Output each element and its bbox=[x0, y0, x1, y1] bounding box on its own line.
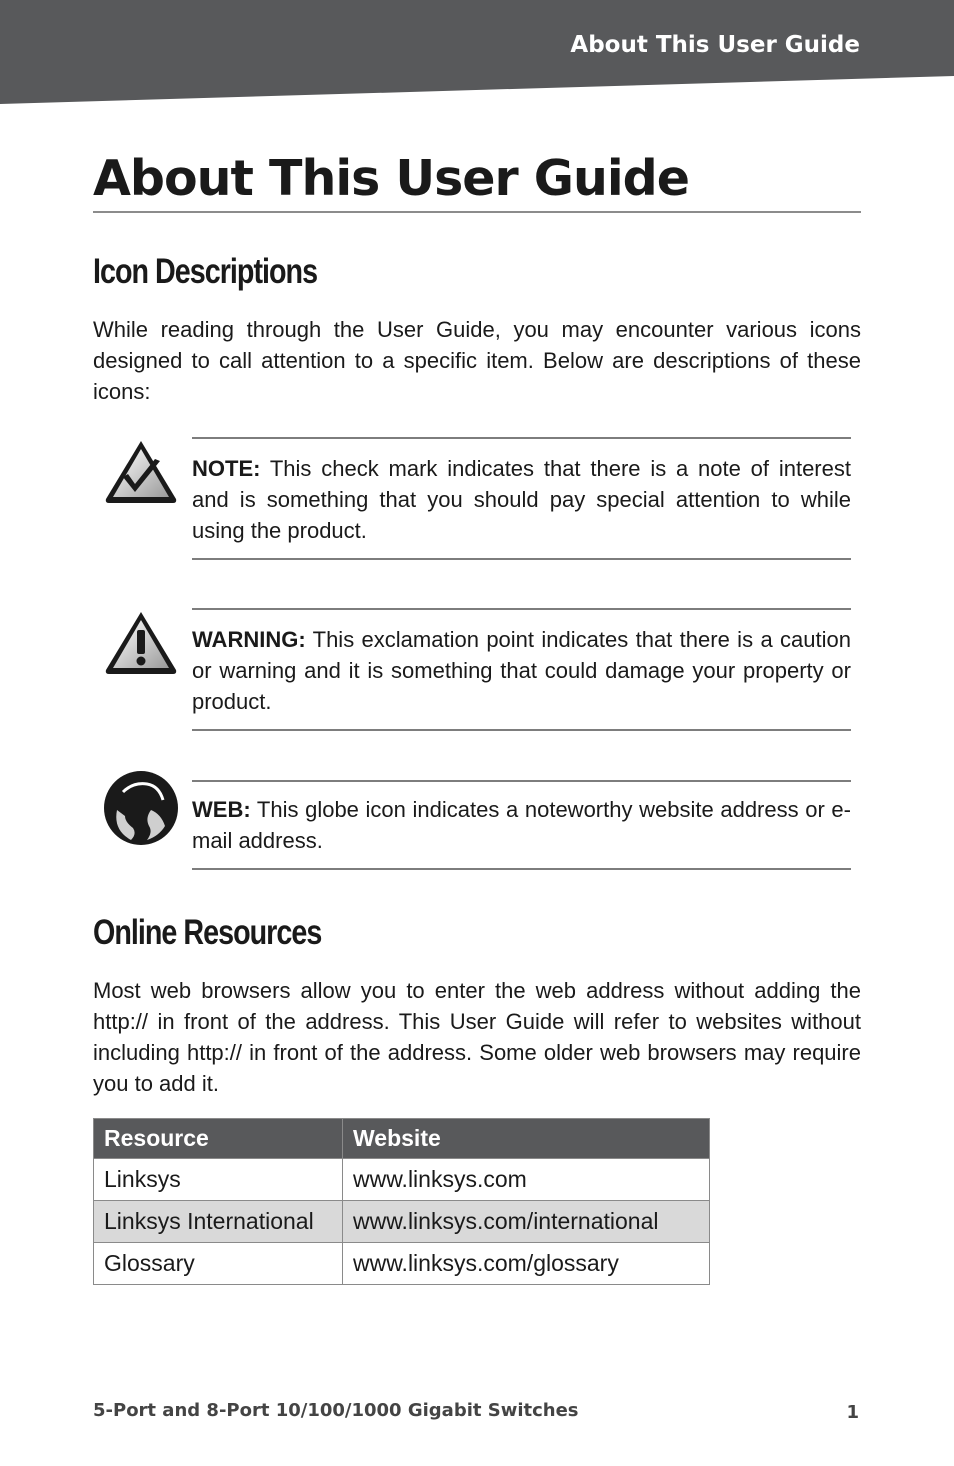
icon-descriptions-intro: While reading through the User Guide, you may encounter various icons designed to call attention to a specific item. Below are descriptions of these icons: bbox=[93, 317, 861, 404]
column-header-website: Website bbox=[343, 1119, 710, 1159]
table-row bbox=[94, 1159, 710, 1201]
web-text: This globe icon indicates a noteworthy website address or e-mail address. bbox=[192, 797, 851, 853]
resource-cell: Glossary bbox=[94, 1243, 343, 1285]
exclamation-warning-icon bbox=[103, 608, 179, 684]
online-resources-intro: Most web browsers allow you to enter the web address without adding the http:// in front of the address. This User Guide will refer to websites without including http:// in front of the address. Some older web browsers may require you to add it. bbox=[93, 978, 861, 1096]
column-header-resource: Resource bbox=[94, 1119, 343, 1159]
running-header: About This User Guide bbox=[570, 32, 860, 58]
page-number: 1 bbox=[846, 1402, 859, 1423]
website-cell: www.linksys.com/glossary bbox=[343, 1243, 710, 1285]
table-row bbox=[94, 1243, 710, 1285]
resources-table bbox=[93, 1118, 710, 1285]
footer-product-name: 5-Port and 8-Port 10/100/1000 Gigabit Switches bbox=[93, 1400, 579, 1421]
table-row bbox=[94, 1201, 710, 1243]
check-mark-icon bbox=[103, 437, 179, 513]
section-title-icon-descriptions: Icon Descriptions bbox=[93, 252, 318, 291]
resource-cell: Linksys International bbox=[94, 1201, 343, 1243]
table-header-row bbox=[94, 1119, 710, 1159]
website-cell: www.linksys.com/international bbox=[343, 1201, 710, 1243]
resource-cell: Linksys bbox=[94, 1159, 343, 1201]
web-label: WEB: bbox=[192, 797, 251, 822]
web-box bbox=[192, 780, 851, 870]
page-title: About This User Guide bbox=[93, 150, 861, 213]
warning-text: This exclamation point indicates that there is a caution or warning and it is something that could damage your property or product. bbox=[192, 627, 851, 714]
warning-box bbox=[192, 608, 851, 731]
note-label: NOTE: bbox=[192, 456, 261, 481]
note-box bbox=[192, 437, 851, 560]
warning-label: WARNING: bbox=[192, 627, 306, 652]
globe-icon bbox=[103, 770, 179, 846]
section-title-online-resources: Online Resources bbox=[93, 913, 322, 952]
note-text: This check mark indicates that there is a note of interest and is something that you should pay special attention to while using the product. bbox=[192, 456, 851, 543]
website-cell: www.linksys.com bbox=[343, 1159, 710, 1201]
